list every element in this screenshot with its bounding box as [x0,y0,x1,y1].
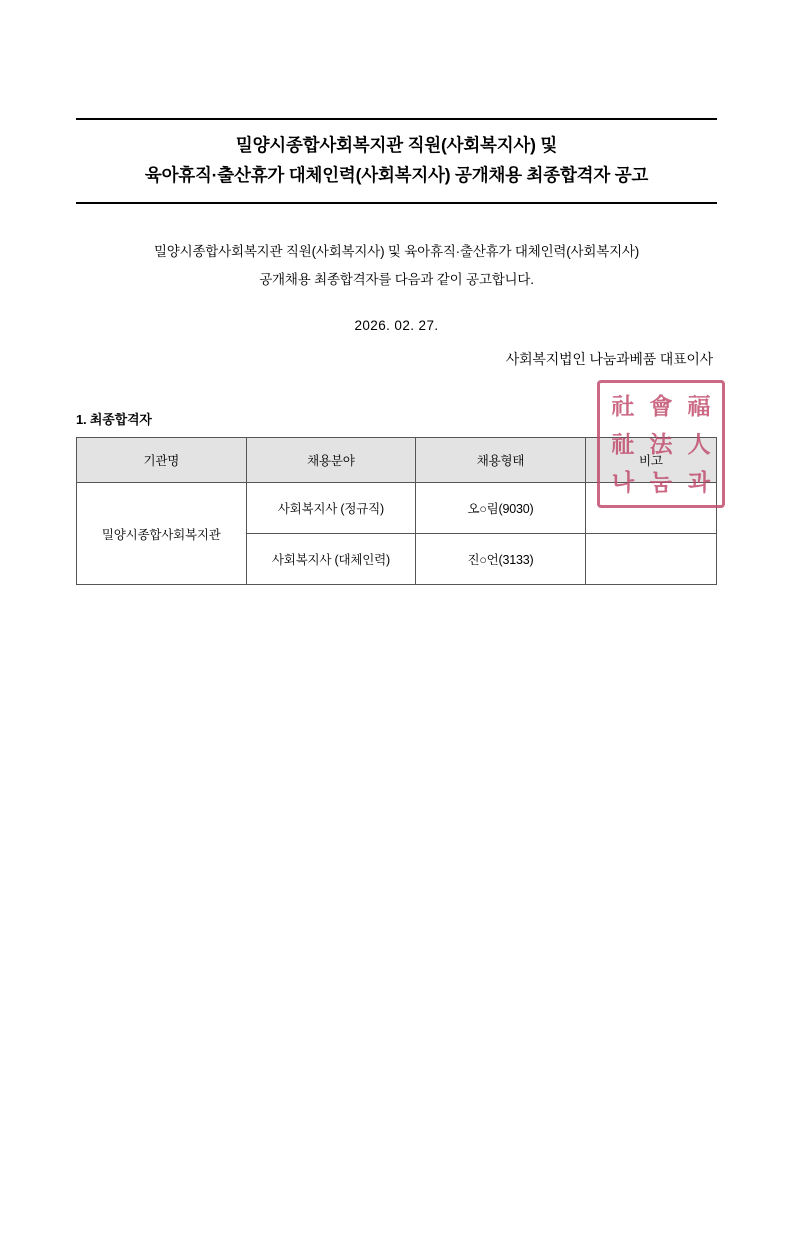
page-title-line-1: 밀양시종합사회복지관 직원(사회복지사) 및 [235,135,558,155]
table-row [77,483,717,534]
seal-char-2: 會 [649,392,673,420]
table-header-row [77,438,717,483]
cell-note [585,534,716,585]
document-title-block [76,118,717,204]
section-title: 최종합격자 [89,412,152,427]
seal-char-5: 法 [649,430,673,458]
cell-type: 오○림(9030) [416,483,586,534]
table-header-org: 기관명 [77,438,247,483]
seal-char-4: 祉 [611,430,635,458]
table-header-note: 비고 [585,438,716,483]
cell-org-name: 밀양시종합사회복지관 [77,483,247,585]
cell-field: 사회복지사 (정규직) [246,483,416,534]
seal-char-7: 나 [611,468,635,496]
table-header-type: 채용형태 [416,438,586,483]
seal-char-8: 눔 [649,468,673,496]
announcement-date: 2026. 02. 27. [354,318,439,333]
section-heading [76,409,717,428]
final-successful-applicants-table [76,437,717,585]
seal-char-6: 人 [687,430,711,458]
seal-char-1: 社 [611,392,635,420]
intro-line-2: 공개채용 최종합격자를 다음과 같이 공고합니다. [259,272,534,287]
document-page [0,118,793,1239]
intro-line-1: 밀양시종합사회복지관 직원(사회복지사) 및 육아휴직·출산휴가 대체인력(사회복지사) [153,244,640,259]
page-title-line-2: 육아휴직·출산휴가 대체인력(사회복지사) 공개채용 최종합격자 공고 [144,165,649,185]
section-number: 1. [76,412,87,427]
intro-paragraph [76,238,717,294]
cell-type: 진○언(3133) [416,534,586,585]
seal-char-9: 과 [687,468,711,496]
seal-char-3: 福 [687,392,711,420]
cell-note [585,483,716,534]
signer-name: 사회복지법인 나눔과베품 대표이사 [505,351,713,367]
table-header-field: 채용분야 [246,438,416,483]
cell-field: 사회복지사 (대체인력) [246,534,416,585]
